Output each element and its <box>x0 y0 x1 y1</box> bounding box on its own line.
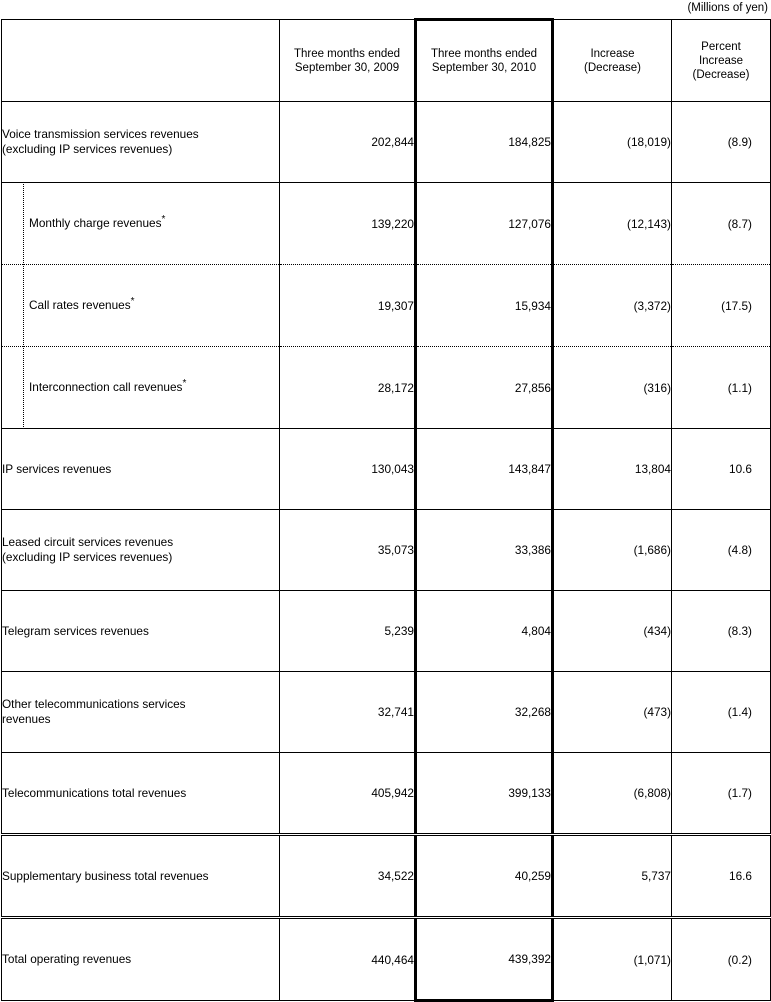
table-row <box>2 918 771 1001</box>
cell-percent: (17.5) <box>672 265 771 347</box>
unit-caption: (Millions of yen) <box>687 2 768 14</box>
header-cell-percent <box>672 20 771 102</box>
cell-increase: 13,804 <box>553 429 672 510</box>
row-label-telegram <box>2 591 280 672</box>
header-year-2010-line2: September 30, 2010 <box>431 62 537 74</box>
row-label-line1: Interconnection call revenues <box>29 380 183 394</box>
row-label-line2: revenues <box>2 712 51 726</box>
table-row <box>2 753 771 835</box>
cell-year-2010: 127,076 <box>416 183 553 265</box>
cell-year-2009: 130,043 <box>280 429 416 510</box>
cell-increase: (6,808) <box>553 753 672 835</box>
row-label-line1: IP services revenues <box>2 461 112 476</box>
row-label-leased-circuit <box>2 510 280 591</box>
header-cell-year-2009 <box>280 20 416 102</box>
row-label-line1: Call rates revenues <box>29 298 131 312</box>
operating-revenues-table <box>1 18 771 1002</box>
cell-increase: (1,686) <box>553 510 672 591</box>
table-row <box>2 591 771 672</box>
header-cell-increase <box>553 20 672 102</box>
cell-year-2009: 405,942 <box>280 753 416 835</box>
cell-year-2009: 202,844 <box>280 102 416 183</box>
cell-increase: (12,143) <box>553 183 672 265</box>
table-header-row <box>2 20 771 102</box>
header-year-2009-line2: September 30, 2009 <box>294 61 400 74</box>
cell-increase: (18,019) <box>553 102 672 183</box>
cell-increase: (473) <box>553 672 672 753</box>
header-year-2010-line1: Three months ended <box>430 48 538 60</box>
cell-year-2009: 35,073 <box>280 510 416 591</box>
row-label-other-telecom <box>2 672 280 753</box>
table-row <box>2 102 771 183</box>
cell-percent: (1.1) <box>672 347 771 429</box>
row-label-ip-services <box>2 429 280 510</box>
cell-percent: (4.8) <box>672 510 771 591</box>
row-label-line1: Total operating revenues <box>2 952 132 966</box>
row-label-line1: Monthly charge revenues <box>29 216 162 230</box>
cell-percent: (0.2) <box>672 918 771 1001</box>
table-row <box>2 183 771 265</box>
cell-increase: (316) <box>553 347 672 429</box>
row-label-line1: Telecommunications total revenues <box>2 785 187 800</box>
header-increase-line2: (Decrease) <box>584 61 641 74</box>
cell-year-2009: 19,307 <box>280 265 416 347</box>
cell-percent: 10.6 <box>672 429 771 510</box>
cell-increase: (434) <box>553 591 672 672</box>
cell-year-2009: 34,522 <box>280 835 416 918</box>
table-row <box>2 429 771 510</box>
table-row <box>2 265 771 347</box>
row-label-line1: Supplementary business total revenues <box>2 868 209 883</box>
cell-year-2009: 32,741 <box>280 672 416 753</box>
cell-year-2009: 139,220 <box>280 183 416 265</box>
cell-year-2010: 439,392 <box>416 918 553 1001</box>
table-row <box>2 672 771 753</box>
header-increase-line1: Increase <box>590 47 635 60</box>
cell-year-2010: 184,825 <box>416 102 553 183</box>
footnote-asterisk: * <box>161 214 166 226</box>
cell-year-2010: 143,847 <box>416 429 553 510</box>
cell-percent: 16.6 <box>672 835 771 918</box>
cell-increase: 5,737 <box>553 835 672 918</box>
header-percent-line2: Increase <box>698 54 744 67</box>
cell-percent: (8.9) <box>672 102 771 183</box>
row-label-line1: Voice transmission services revenues <box>2 127 199 141</box>
header-percent-line1: Percent <box>701 40 741 53</box>
row-label-line1: Leased circuit services revenues <box>2 535 174 549</box>
cell-percent: (8.3) <box>672 591 771 672</box>
row-label-interconnection-call <box>2 347 280 429</box>
table-row <box>2 347 771 429</box>
cell-year-2010: 27,856 <box>416 347 553 429</box>
cell-year-2010: 33,386 <box>416 510 553 591</box>
cell-year-2009: 5,239 <box>280 591 416 672</box>
cell-year-2010: 32,268 <box>416 672 553 753</box>
cell-percent: (1.7) <box>672 753 771 835</box>
row-label-voice-transmission <box>2 102 280 183</box>
cell-year-2010: 399,133 <box>416 753 553 835</box>
row-label-line2: (excluding IP services revenues) <box>2 550 173 564</box>
header-year-2009-line1: Three months ended <box>293 47 401 60</box>
cell-increase: (3,372) <box>553 265 672 347</box>
row-label-call-rates <box>2 265 280 347</box>
row-label-line2: (excluding IP services revenues) <box>2 142 173 156</box>
cell-year-2010: 15,934 <box>416 265 553 347</box>
row-label-telecom-total <box>2 753 280 835</box>
header-cell-year-2010 <box>416 20 553 102</box>
cell-percent: (1.4) <box>672 672 771 753</box>
cell-year-2009: 28,172 <box>280 347 416 429</box>
footnote-asterisk: * <box>130 296 135 308</box>
row-label-line1: Other telecommunications services <box>2 697 186 711</box>
cell-increase: (1,071) <box>553 918 672 1001</box>
cell-year-2009: 440,464 <box>280 918 416 1001</box>
row-label-supplementary-total <box>2 835 280 918</box>
cell-year-2010: 4,804 <box>416 591 553 672</box>
row-label-total-operating <box>2 918 280 1001</box>
table-row <box>2 510 771 591</box>
row-label-line1: Telegram services revenues <box>2 623 149 638</box>
cell-percent: (8.7) <box>672 183 771 265</box>
table-row <box>2 835 771 918</box>
footnote-asterisk: * <box>182 378 187 390</box>
header-cell-label <box>2 20 280 102</box>
header-percent-line3: (Decrease) <box>692 68 750 81</box>
cell-year-2010: 40,259 <box>416 835 553 918</box>
row-label-monthly-charge <box>2 183 280 265</box>
